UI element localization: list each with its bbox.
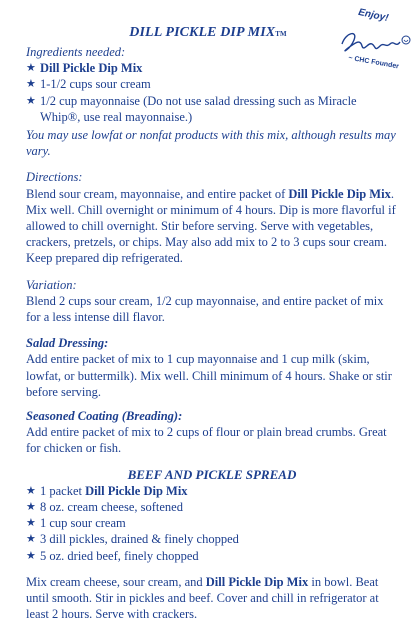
product-name: Dill Pickle Dip Mix [85,483,188,498]
title-text: DILL PICKLE DIP MIX [129,25,276,40]
variation-heading: Variation: [26,277,77,292]
list-item [26,499,398,515]
star-icon: ★ [26,501,36,514]
spread-text-a: Mix cream cheese, sour cream, and [26,574,206,589]
directions-text-b: . Mix well. Chill overnight or minimum of 4 hours. Dip is more flavorful if allowed to chill overnight. Stir before serving. Serve with vegetables, crackers, pretzels, or chips. May also add mix to 2 to 3 cups sour cream. Keep prepared dip refrigerated. [26,186,396,266]
coating-text: Add entire packet of mix to 2 cups of flour or plain bread crumbs. Great for chicken or fish. [26,425,387,456]
spread-text-b: in bowl. Beat until smooth. Stir in pickles and beef. Cover and chill in refrigerator at least 2 hours. Serve with crackers. [26,574,379,622]
enjoy-text: Enjoy! [357,6,390,25]
list-item [26,515,398,531]
star-icon: ★ [26,62,36,75]
spread-directions-text [26,574,398,623]
recipe-body [26,44,398,623]
star-icon: ★ [26,94,36,107]
list-item-text: 1 cup sour cream [40,516,126,531]
founder-caption: ~ CHC Founder [347,54,400,71]
product-name: Dill Pickle Dip Mix [288,186,391,201]
list-item-text: 1-1/2 cups sour cream [40,77,151,92]
list-item-text: 8 oz. cream cheese, softened [40,500,183,515]
list-item [26,531,398,547]
star-icon: ★ [26,533,36,546]
list-item [26,76,398,92]
spread-ingredients-list [26,483,398,564]
product-name: Dill Pickle Dip Mix [205,574,309,589]
list-item [26,548,398,564]
salad-heading: Salad Dressing: [26,336,109,351]
directions-text-a: Blend sour cream, mayonnaise, and entire packet of [26,186,289,201]
list-item [26,483,398,499]
spread-title: BEEF AND PICKLE SPREAD [127,466,297,482]
list-item [26,93,398,125]
trademark-mark: TM [275,30,287,38]
product-name: Dill Pickle Dip Mix [40,61,143,76]
list-item-text: 1/2 cup mayonnaise (Do not use salad dressing such as Miracle Whip®, use real mayonnaise.) [40,93,357,124]
star-icon: ★ [26,78,36,91]
star-icon: ★ [26,484,36,497]
list-item-text: 3 dill pickles, drained & finely chopped [40,532,239,547]
list-item-text: 5 oz. dried beef, finely chopped [40,548,199,563]
coating-heading: Seasoned Coating (Breading): [26,409,183,424]
ingredients-heading: Ingredients needed: [26,45,126,59]
list-item [26,60,398,76]
directions-heading: Directions: [26,170,83,185]
variation-text: Blend 2 cups sour cream, 1/2 cup mayonnaise, and entire packet of mix for a less intense dill flavor. [26,293,384,325]
star-icon: ★ [26,549,36,562]
ingredients-list [26,60,398,125]
lowfat-note: You may use lowfat or nonfat products with this mix, although results may vary. [26,128,396,159]
list-item-text: 1 packet [40,483,86,498]
star-icon: ★ [26,517,36,530]
directions-text [26,186,398,267]
salad-text: Add entire packet of mix to 1 cup mayonnaise and 1 cup milk (skim, lowfat, or buttermilk). Mix well. Chill minimum of 4 hours. Shake or stir before serving. [26,352,392,399]
